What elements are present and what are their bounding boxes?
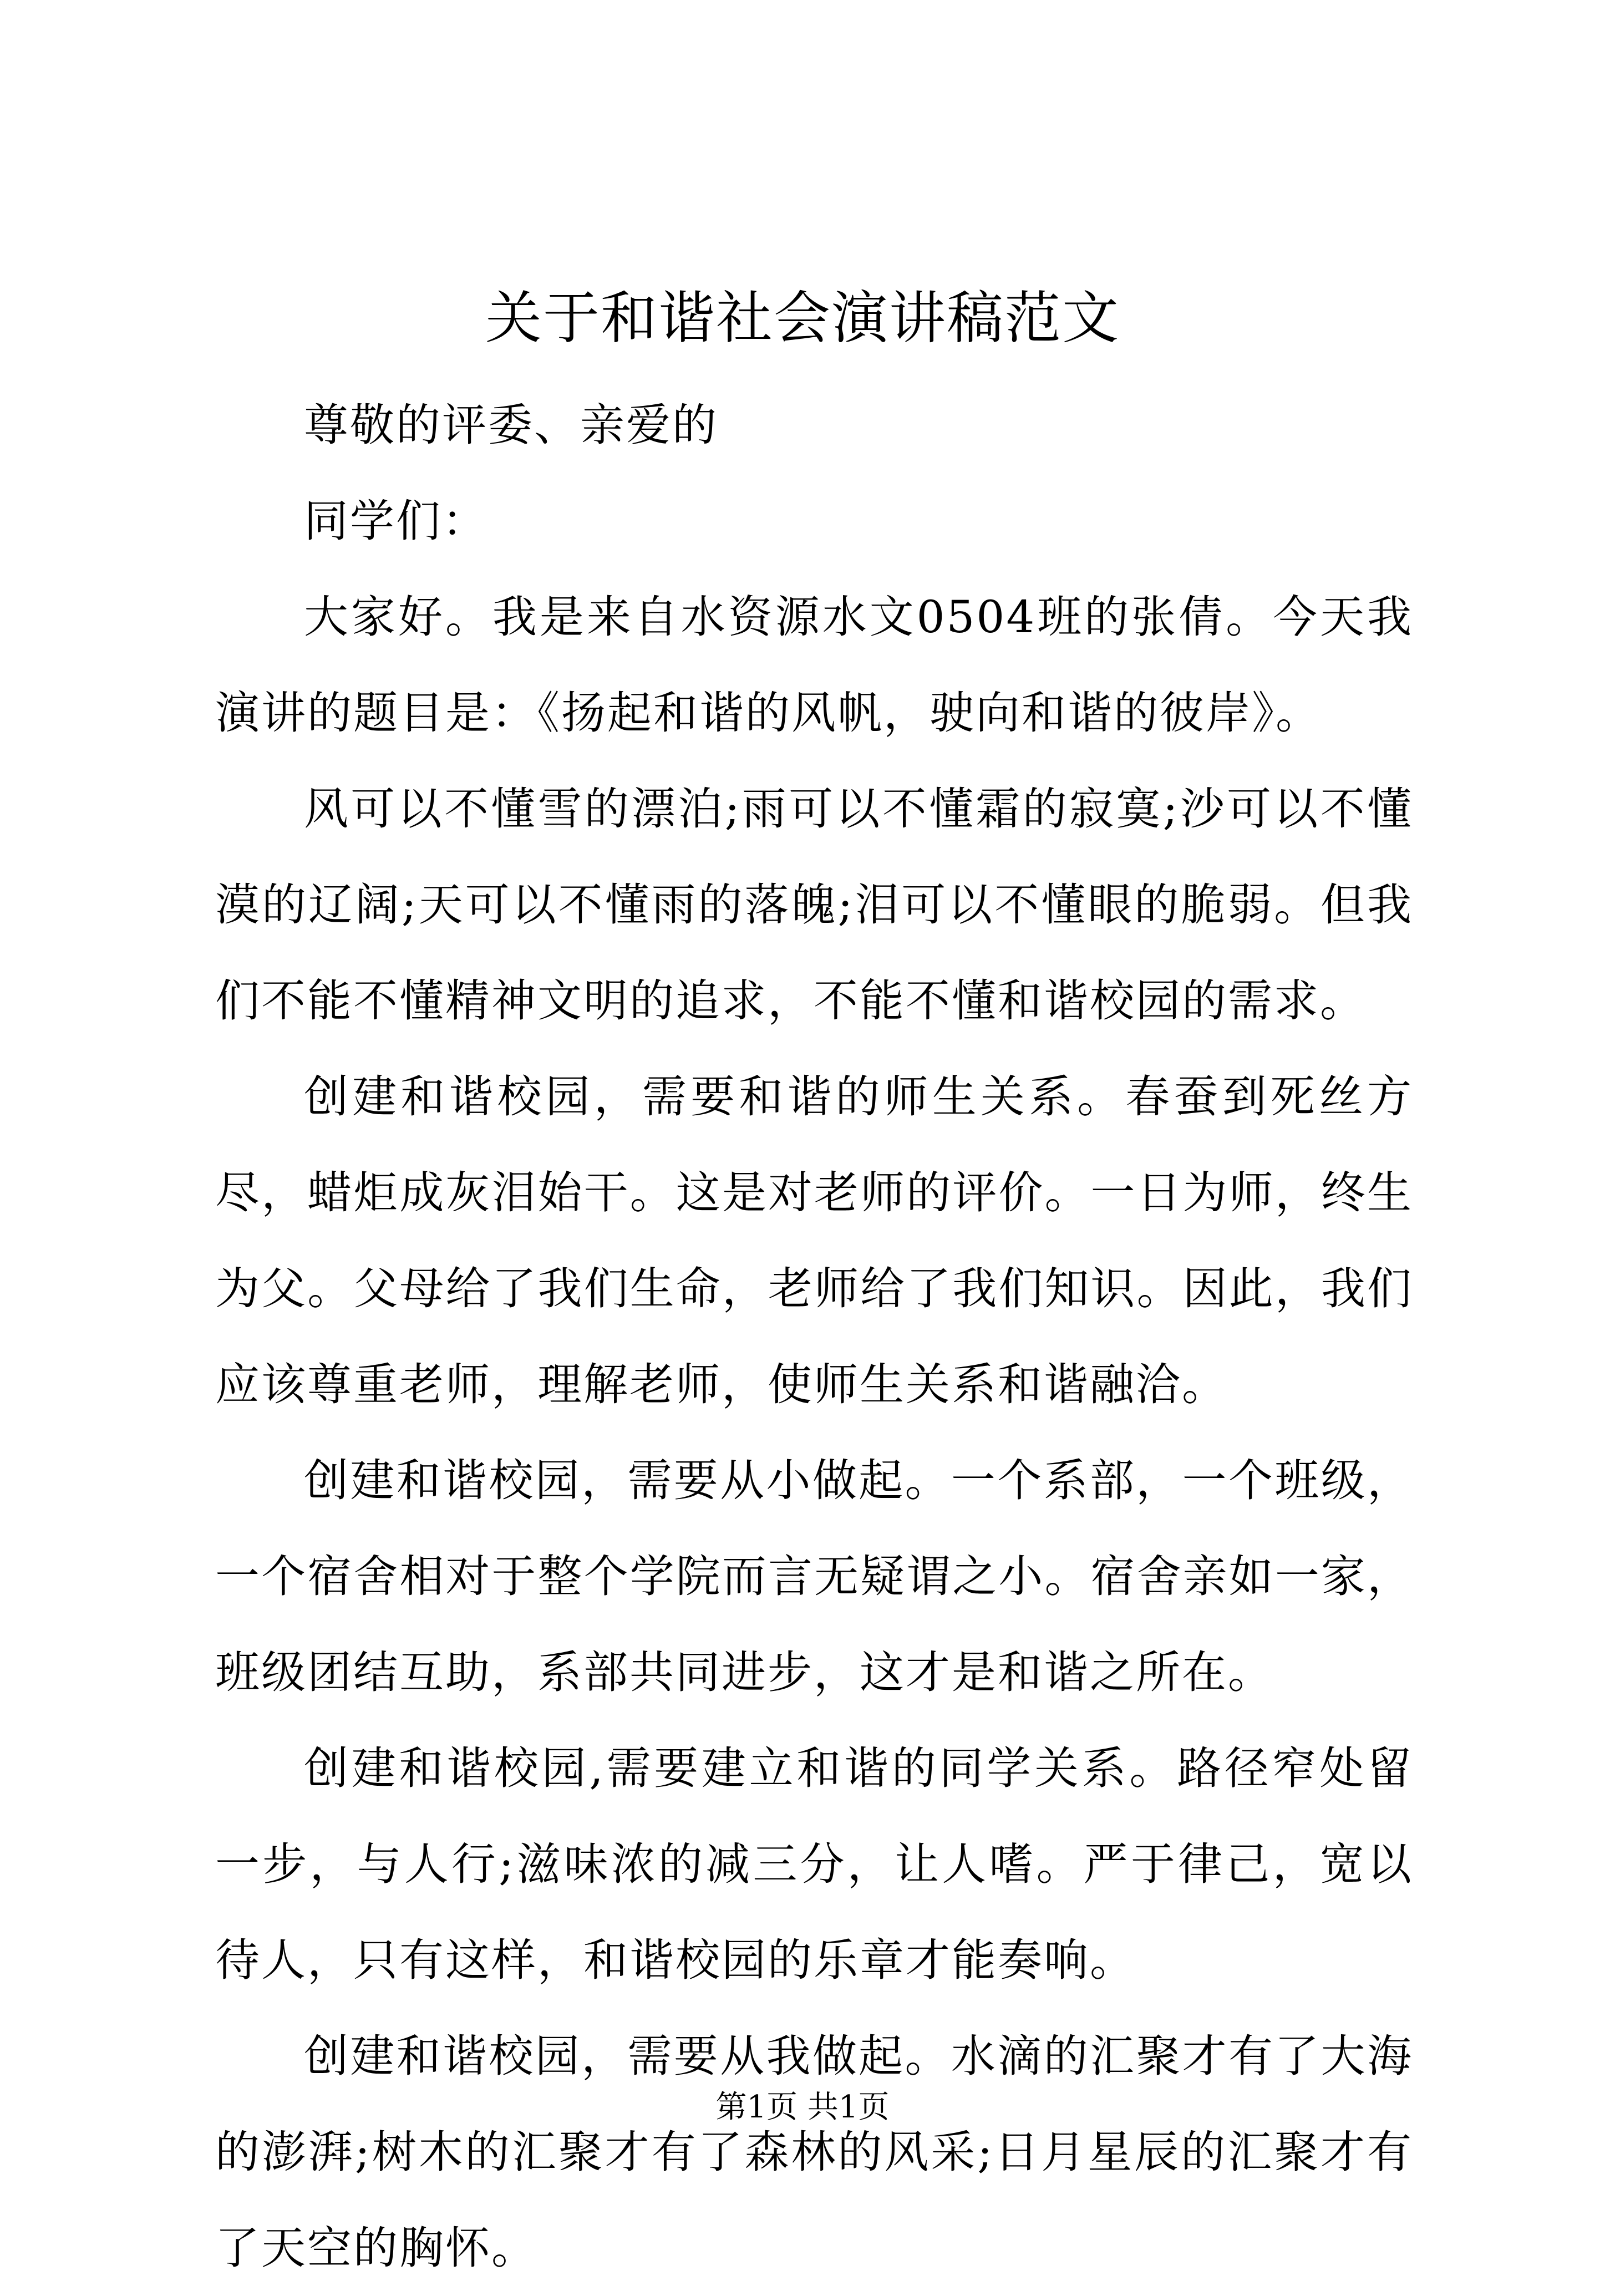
document-body [215,377,1413,2296]
paragraph-body: 创建和谐校园，需要从我做起。水滴的汇聚才有了大海的澎湃;树木的汇聚才有了森林的风采;日月星辰的汇聚才有了天空的胸怀。 [215,2030,1413,2274]
paragraph-body: 创建和谐校园，需要从小做起。一个系部，一个班级，一个宿舍相对于整个学院而言无疑谓之小。宿舍亲如一家，班级团结互助，系部共同进步，这才是和谐之所在。 [215,1455,1413,1698]
paragraph-salutation-cont: 同学们： [304,495,488,547]
paragraph-body: 创建和谐校园，需要和谐的师生关系。春蚕到死丝方尽，蜡炬成灰泪始干。这是对老师的评价。一日为师，终生为父。父母给了我们生命，老师给了我们知识。因此，我们应该尊重老师，理解老师，使师生关系和谐融洽。 [215,1071,1413,1410]
paragraph-body: 创建和谐校园,需要建立和谐的同学关系。路径窄处留一步，与人行;滋味浓的减三分，让人嗜。严于律己，宽以待人，只有这样，和谐校园的乐章才能奏响。 [215,1743,1413,1986]
paragraph-salutation: 尊敬的评委、亲爱的 [304,399,718,451]
paragraph-greeting: 大家好。我是来自水资源水文0504班的张倩。今天我演讲的题目是：《扬起和谐的风帆，驶向和谐的彼岸》。 [215,591,1413,739]
document-title: 关于和谐社会演讲稿范文 [485,286,1120,352]
page-footer: 第1页 共1页 [715,2089,890,2125]
paragraph-body: 风可以不懂雪的漂泊;雨可以不懂霜的寂寞;沙可以不懂漠的辽阔;天可以不懂雨的落魄;泪可以不懂眼的脆弱。但我们不能不懂精神文明的追求，不能不懂和谐校园的需求。 [215,783,1413,1027]
